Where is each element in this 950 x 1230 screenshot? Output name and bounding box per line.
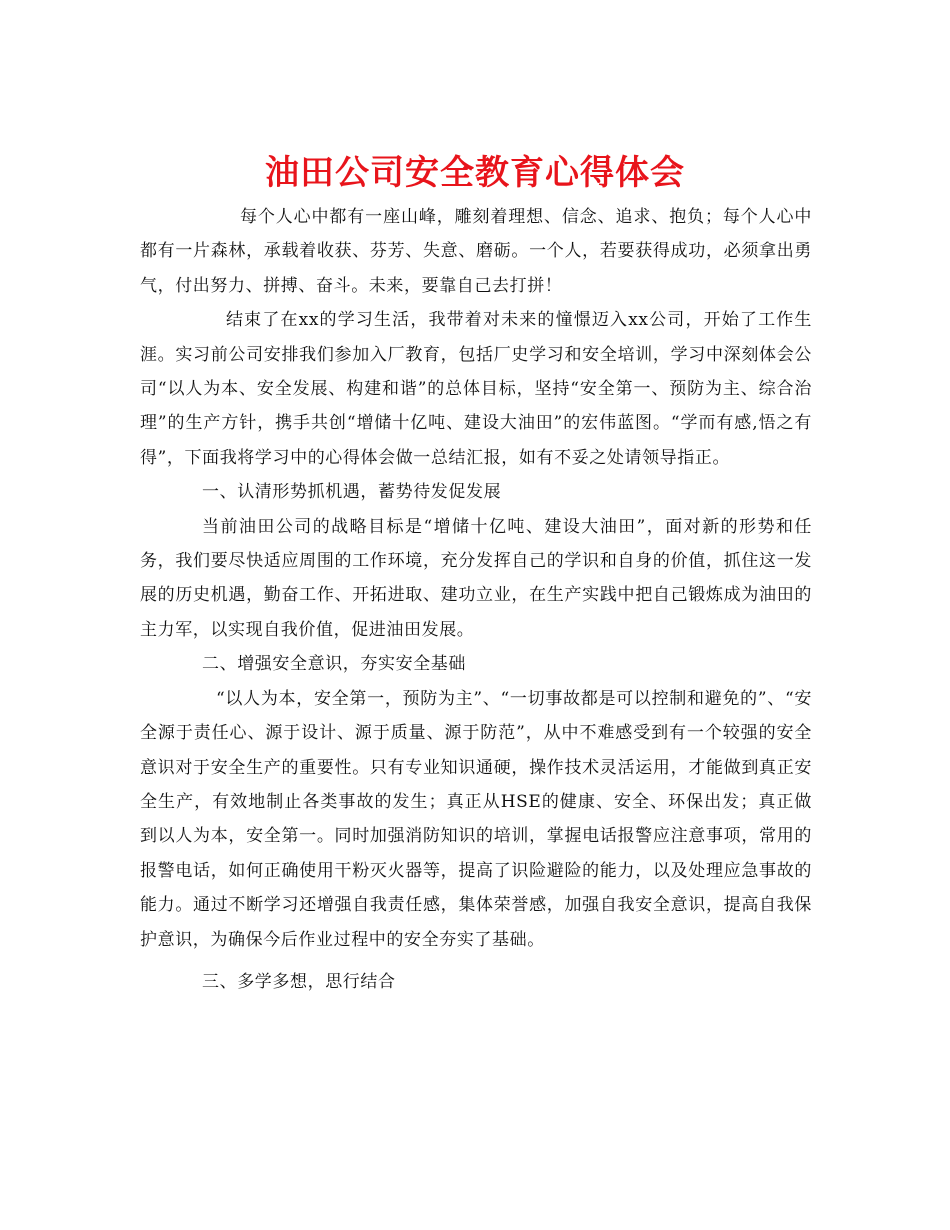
intro-paragraph: 每个人心中都有一座山峰，雕刻着理想、信念、追求、抱负；每个人心中都有一片森林，承载着收获、芬芳、失意、磨砺。一个人，若要获得成功，必须拿出勇气，付出努力、拼搏、奋斗。未来，要靠自己去打拼！ xyxy=(140,207,812,296)
document-title: 油田公司安全教育心得体会 xyxy=(265,152,685,193)
document-body xyxy=(140,200,812,999)
section-3-heading: 三、多学多想，思行结合 xyxy=(202,971,396,992)
section-2-paragraph: “以人为本，安全第一，预防为主”、“一切事故都是可以控制和避免的”、“安全源于责任心、源于设计、源于质量、源于防范”，从中不难感受到有一个较强的安全意识对于安全生产的重要性。只有专业知识通硬，操作技术灵活运用，才能做到真正安全生产，有效地制止各类事故的发生；真正从HSE的健康、安全、环保出发；真正做到以人为本，安全第一。同时加强消防知识的培训，掌握电话报警应注意事项，常用的报警电话，如何正确使用干粉灭火器等，提高了识险避险的能力，以及处理应急事故的能力。通过不断学习还增强自我责任感，集体荣誉感，加强自我安全意识，提高自我保护意识，为确保今后作业过程中的安全夯实了基础。 xyxy=(140,688,812,950)
section-2-heading: 二、增强安全意识，夯实安全基础 xyxy=(202,654,466,675)
section-1-heading: 一、认清形势抓机遇，蓄势待发促发展 xyxy=(202,482,502,503)
background-paragraph: 结束了在xx的学习生活，我带着对未来的憧憬迈入xx公司，开始了工作生涯。实习前公司安排我们参加入厂教育，包括厂史学习和安全培训，学习中深刻体会公司“以人为本、安全发展、构建和谐”的总体目标，坚持“安全第一、预防为主、综合治理”的生产方针，携手共创“增储十亿吨、建设大油田”的宏伟蓝图。“学而有感,悟之有得”，下面我将学习中的心得体会做一总结汇报，如有不妥之处请领导指正。 xyxy=(140,310,812,468)
section-1-paragraph: 当前油田公司的战略目标是“增储十亿吨、建设大油田”，面对新的形势和任务，我们要尽快适应周围的工作环境，充分发挥自己的学识和自身的价值，抓住这一发展的历史机遇，勤奋工作、开拓进取、建功立业，在生产实践中把自己锻炼成为油田的主力军，以实现自我价值，促进油田发展。 xyxy=(140,516,812,640)
